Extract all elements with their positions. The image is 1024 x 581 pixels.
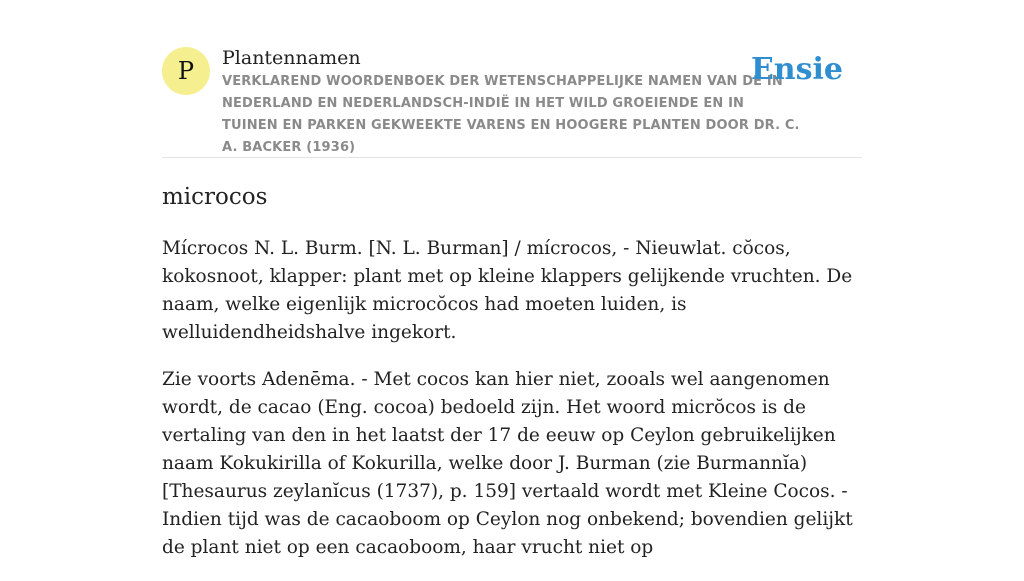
- book-subtitle: VERKLAREND WOORDENBOEK DER WETENSCHAPPELIJKE NAMEN VAN DE IN NEDERLAND EN NEDERLANDSCH-INDIË IN HET WILD GROEIENDE EN IN TUINEN EN PARKEN GEKWEEKTE VARENS EN HOOGERE PLANTEN DOOR DR. C. A. BACKER (1936): [222, 74, 800, 155]
- header-divider: [162, 157, 862, 158]
- book-avatar[interactable]: P: [162, 47, 210, 95]
- entry-paragraph: Mícrocos N. L. Burm. [N. L. Burman] / mícrocos, - Nieuwlat. cŏcos, kokosnoot, klapper: plant met op kleine klappers gelijkende vruchten. De naam, welke eigenlijk microcŏcos had moeten luiden, is welluidendheidshalve ingekort.: [162, 238, 853, 343]
- entry-paragraph: Zie voorts Adenēma. - Met cocos kan hier niet, zooals wel aangenomen wordt, de cacao (Eng. cocoa) bedoeld zijn. Het woord micrŏcos is de vertaling van den in het laatst der 17 de eeuw op Ceylon gebruikelijken naam Kokukirilla of Kokurilla, welke door J. Burman (zie Burmannĭa) [Thesaurus zeylanĭcus (1737), p. 159] vertaald wordt met Kleine Cocos. - Indien tijd was de cacaoboom op Ceylon nog onbekend; bovendien gelijkt de plant niet op een cacaoboom, haar vrucht niet op: [162, 369, 853, 558]
- book-title-link[interactable]: Plantennamen: [222, 47, 361, 69]
- ensie-logo[interactable]: Ensie: [750, 52, 843, 87]
- page-header: [162, 46, 862, 157]
- entry-body: [162, 235, 868, 581]
- entry-title: microcos: [162, 184, 268, 210]
